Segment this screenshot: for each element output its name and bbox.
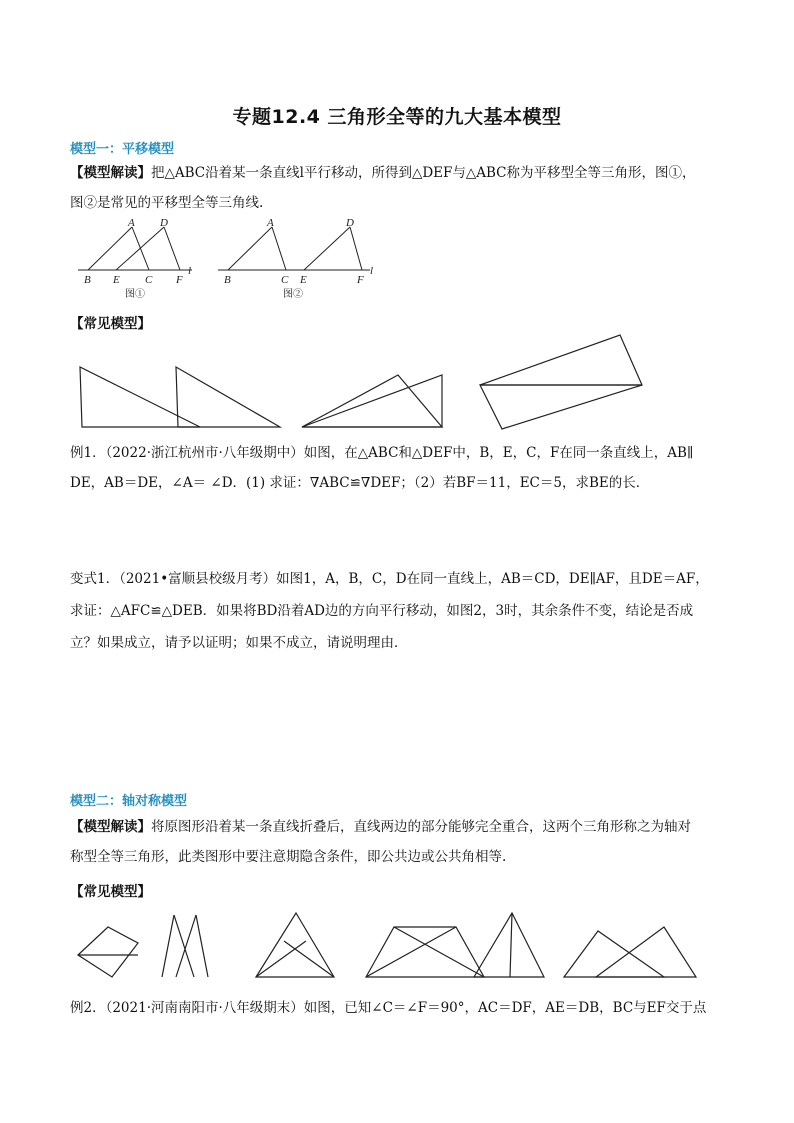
fig1-caption: 图① [125, 289, 145, 300]
model-translate-1a [80, 367, 200, 427]
model-translate-3a [480, 335, 642, 385]
variant1-line2: 求证：△AFC≌△DEB．如果将BD沿着AD边的方向平行移动，如图2，3时，其余条件不变，结论是否成 [70, 603, 694, 619]
model-sym-5 [474, 913, 544, 977]
fig1-label-C: C [145, 274, 153, 286]
common-symmetry-models [70, 905, 710, 985]
fig1-label-F: F [176, 274, 183, 286]
variant1-line3: 立？如果成立，请予以证明；如果不成立，请说明理由． [70, 635, 408, 651]
model-sym-1 [78, 927, 138, 977]
common-models-heading-1: 【常见模型】 [70, 316, 151, 332]
interp-tag: 【模型解读】 [70, 165, 151, 181]
page-title: 专题12.4 三角形全等的九大基本模型 [232, 106, 562, 128]
model-sym-2 [162, 915, 208, 977]
figure-1 [78, 227, 192, 270]
example1-line1: 例1．（2022·浙江杭州市·八年级期中）如图，在△ABC和△DEF中，B，E，C，F在同一条直线上，AB∥ [70, 445, 694, 461]
fig2-label-C: C [281, 274, 289, 286]
interp-text: 把△ABC沿着某一条直线l平行移动，所得到△DEF与△ABC称为平移型全等三角形，图①， [151, 165, 696, 181]
fig2-label-l: l [370, 265, 374, 277]
section-heading-model1: 模型一：平移模型 [70, 142, 175, 157]
fig2-caption: 图② [283, 289, 303, 300]
common-translation-models [70, 333, 660, 433]
interp-tag: 【模型解读】 [70, 819, 151, 835]
fig1-label-l: l [188, 265, 192, 277]
fig2-label-A: A [267, 217, 274, 229]
example1-line2: DE，AB＝DE，∠A＝ ∠D．(1) 求证：∇ABC≌∇DEF；（2）若BF＝11，EC＝5，求BE的长． [70, 475, 650, 491]
model-translate-1b [176, 367, 280, 427]
example2-line1: 例2．（2021·河南南阳市·八年级期末）如图，已知∠C＝∠F＝90°，AC＝DF，AE＝DB，BC与EF交于点 [70, 1000, 707, 1016]
model1-interpretation-line1 [70, 160, 696, 186]
fig2-label-E: E [300, 274, 307, 286]
interp-text: 将原图形沿着某一条直线折叠后，直线两边的部分能够完全重合，这两个三角形称之为轴对 [151, 819, 691, 835]
model-sym-4 [366, 927, 484, 977]
model-translate-2b [302, 375, 442, 427]
model1-interpretation-line2: 图②是常见的平移型全等三角线. [70, 195, 264, 211]
model-sym-6 [564, 927, 696, 977]
fig1-label-A: A [128, 217, 135, 229]
fig1-label-B: B [84, 274, 91, 286]
variant1-line1: 变式1．（2021•富顺县校级月考）如图1，A，B，C，D在同一直线上，AB＝CD，DE∥AF，且DE＝AF， [70, 571, 709, 587]
fig2-label-F: F [357, 274, 364, 286]
translation-figures [70, 215, 390, 305]
model2-interpretation-line1 [70, 814, 691, 840]
figure-2 [218, 227, 370, 270]
model2-interpretation-line2: 称型全等三角形，此类图形中要注意期隐含条件，即公共边或公共角相等. [70, 849, 507, 865]
fig2-label-B: B [224, 274, 231, 286]
model-sym-3 [256, 913, 334, 977]
fig1-label-D: D [160, 217, 168, 229]
common-models-heading-2: 【常见模型】 [70, 884, 151, 900]
model-translate-3b [480, 385, 642, 429]
fig1-label-E: E [113, 274, 120, 286]
fig2-label-D: D [346, 217, 354, 229]
section-heading-model2: 模型二：轴对称模型 [70, 794, 188, 809]
